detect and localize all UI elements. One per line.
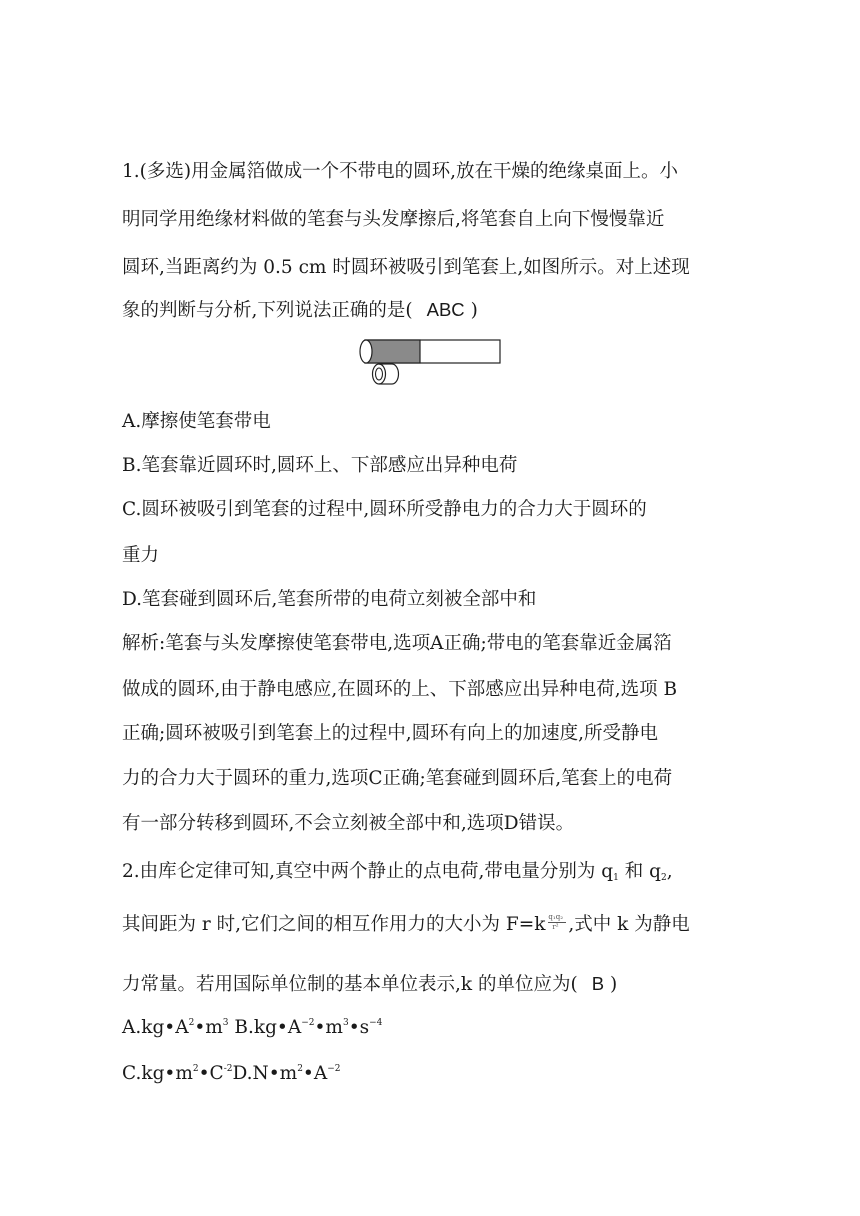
q2-comma: , (666, 861, 673, 882)
q2-option-b-exp-1: −2 (301, 1018, 315, 1028)
q1-analysis-2: 做成的圆环,由于静电感应,在圆环的上、下部感应出异种电荷,选项 B (122, 679, 678, 700)
q1-close-paren: ) (470, 300, 478, 321)
q2-option-b-part-2: •m (314, 1017, 343, 1038)
charge-q1-subscript: 1 (613, 873, 619, 883)
q1-option-d: D.笔套碰到圆环后,笔套所带的电荷立刻被全部中和 (122, 589, 537, 610)
q1-analysis-4: 力的合力大于圆环的重力,选项C正确;笔套碰到圆环后,笔套上的电荷 (122, 768, 673, 789)
q2-line-3 (122, 972, 617, 997)
q2-option-a-part-2: •m (194, 1017, 223, 1038)
q2-stem-end: 力常量。若用国际单位制的基本单位表示,k 的单位应为( (122, 974, 578, 995)
q2-option-c-part-2: •C (198, 1063, 224, 1084)
fraction-denominator: r² (552, 923, 559, 931)
q2-stem-part-3: ,式中 k 为静电 (568, 914, 690, 935)
pen-cap-charged-section (365, 340, 420, 363)
q1-option-a: A.摩擦使笔套带电 (122, 411, 271, 432)
q2-option-c-exp-1: 2 (192, 1064, 199, 1074)
q2-option-c: C.kg•m (122, 1063, 193, 1084)
q1-answer: ABC (426, 299, 465, 320)
q1-line-2: 明同学用绝缘材料做的笔套与头发摩擦后,将笔套自上向下慢慢靠近 (122, 209, 665, 230)
q1-analysis-5: 有一部分转移到圆环,不会立刻被全部中和,选项D错误。 (122, 813, 575, 834)
q1-option-c-cont: 重力 (122, 545, 160, 566)
charge-q1: q (601, 861, 614, 882)
fraction-numerator: q₁q₂ (548, 913, 563, 921)
q2-option-c-exp-2: -2 (223, 1064, 233, 1074)
q2-option-a-exp-1: 2 (188, 1018, 195, 1028)
q1-option-b: B.笔套靠近圆环时,圆环上、下部感应出异种电荷 (122, 455, 518, 476)
q2-stem-part-2: 其间距为 r 时,它们之间的相互作用力的大小为 F=k (122, 914, 546, 935)
q1-line-4 (122, 298, 478, 323)
q2-option-b-exp-2: 3 (342, 1018, 349, 1028)
ring-back-edge (392, 364, 398, 384)
q2-option-d: D.N•m (232, 1063, 298, 1084)
q1-line-3: 圆环,当距离约为 0.5 cm 时圆环被吸引到笔套上,如图所示。对上述现 (122, 257, 690, 278)
q2-options-ab (122, 1016, 382, 1040)
q2-close-paren: ) (610, 974, 618, 995)
pen-cap-end (360, 340, 372, 363)
charge-q2: q (649, 861, 661, 882)
q2-option-a-exp-2: 3 (222, 1018, 229, 1028)
q2-line-2 (122, 913, 690, 937)
coulomb-fraction (546, 914, 568, 932)
q1-analysis-3: 正确;圆环被吸引到笔套上的过程中,圆环有向上的加速度,所受静电 (122, 723, 658, 744)
q2-answer: B (591, 973, 605, 994)
q2-option-b: B.kg•A (228, 1017, 302, 1038)
q2-stem-part-1: 2.由库仑定律可知,真空中两个静止的点电荷,带电量分别为 (122, 861, 602, 882)
ring-inner (376, 368, 383, 380)
q2-option-b-exp-3: −4 (369, 1018, 383, 1028)
q1-option-c: C.圆环被吸引到笔套的过程中,圆环所受静电力的合力大于圆环的 (122, 499, 647, 520)
q2-and: 和 (618, 861, 650, 882)
q2-option-d-exp-2: −2 (327, 1064, 341, 1074)
q2-option-d-part-2: •A (302, 1063, 328, 1084)
q2-options-cd (122, 1062, 340, 1086)
q2-line-1 (122, 860, 673, 884)
q2-option-a: A.kg•A (122, 1017, 189, 1038)
q2-option-b-part-3: •s (348, 1017, 370, 1038)
q1-line-1: 1.(多选)用金属箔做成一个不带电的圆环,放在干燥的绝缘桌面上。小 (122, 161, 678, 182)
q1-analysis-1: 解析:笔套与头发摩擦使笔套带电,选项A正确;带电的笔套靠近金属箔 (122, 633, 672, 654)
charge-q2-subscript: 2 (660, 873, 667, 883)
pen-cap-ring-figure (355, 338, 505, 388)
q1-stem-end: 象的判断与分析,下列说法正确的是( (122, 300, 413, 321)
q2-option-d-exp-1: 2 (297, 1064, 303, 1074)
